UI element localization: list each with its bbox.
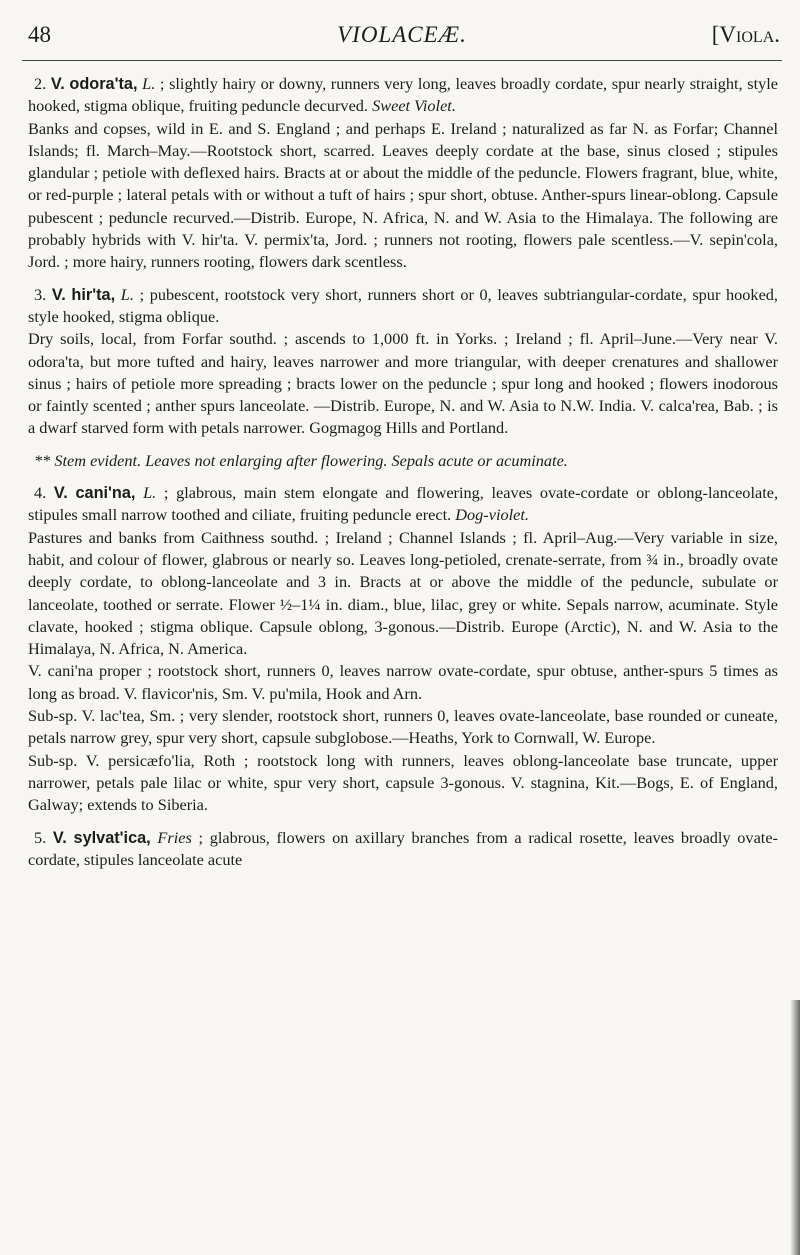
species-heading [28, 73, 778, 118]
page-edge-shadow [790, 1000, 800, 1255]
species-notes: Banks and copses, wild in E. and S. England ; and perhaps E. Ireland ; naturalized as far N. as Forfar; Channel Islands; fl. March–May.—Rootstock short, scarred. Leaves deeply cordate at the base, sinus closed ; stipules glandular ; petiole with deflexed hairs. Bracts at or about the middle of the peduncle. Flowers fragrant, blue, white, or red-purple ; lateral petals with or without a tuft of hairs ; spur short, obtuse. Anther-spurs linear-oblong. Capsule pubescent ; peduncle recurved.—Distrib. Europe, N. Africa, N. and W. Asia to the Himalaya. The following are probably hybrids with V. hir'ta. V. permix'ta, Jord. ; runners not rooting, flowers pale scentless.—V. sepin'cola, Jord. ; more hairy, runners rooting, flowers dark scentless. [28, 118, 778, 272]
species-description: ; glabrous, flowers on axillary branches from a radical rosette, leaves broadly ovate-cordate, stipules lanceolate acute [28, 827, 778, 869]
species-heading [28, 827, 778, 872]
species-author: L. [143, 483, 157, 503]
species-author: L. [120, 284, 134, 304]
species-number: 3. [34, 284, 47, 304]
book-page [22, 0, 782, 1255]
subspecies-note: V. cani'na proper ; rootstock short, runners 0, leaves narrow ovate-cordate, spur obtuse, anther-spurs 5 times as long as broad. V. flavicor'nis, Sm. V. pu'mila, Hook and Arn. [28, 661, 778, 703]
species-number: 4. [34, 483, 47, 503]
species-entry-canina [28, 482, 778, 816]
species-description: ; pubescent, rootstock very short, runners short or 0, leaves subtriangular-cordate, spur hooked, style hooked, stigma oblique. [28, 284, 779, 326]
species-heading [28, 284, 778, 329]
common-name: Sweet Violet. [372, 96, 456, 116]
species-entry-sylvatica [28, 827, 778, 872]
running-header [22, 8, 782, 61]
family-title: VIOLACEÆ. [337, 22, 467, 47]
species-description: ; slightly hairy or downy, runners very long, leaves broadly cordate, spur nearly straight, style hooked, stigma oblique, fruiting peduncle decurved. [28, 74, 779, 116]
species-heading [28, 482, 778, 527]
common-name: Dog-violet. [455, 505, 529, 525]
genus-abbr: V. [53, 484, 68, 503]
species-name: cani'na, [75, 484, 136, 503]
subspecies-note: Sub-sp. V. persicæfo'lia, Roth ; rootstock long with runners, leaves oblong-lanceolate base truncate, upper narrower, petals pale lilac or white, spur very short, capsule 3-gonous. V. stagnina, Kit.—Bogs, E. of England, Galway; extends to Siberia. [28, 750, 778, 815]
species-notes: Dry soils, local, from Forfar southd. ; ascends to 1,000 ft. in Yorks. ; Ireland ; fl. April–June.—Very near V. odora'ta, but more tufted and hairy, leaves narrower and more triangular, with deeper crenatures and shallower sinus ; hairs of petiole more spreading ; bracts lower on the peduncle ; spur long and hooked ; flowers inodorous or faintly scented ; anther spurs lanceolate. —Distrib. Europe, N. and W. Asia to N.W. India. V. calca'rea, Bab. ; is a dwarf starved form with petals narrower. Gogmagog Hills and Portland. [28, 329, 778, 438]
species-name: odora'ta, [69, 75, 138, 93]
species-number: 2. [34, 74, 47, 93]
species-description: ; glabrous, main stem elongate and flowering, leaves ovate-cordate or oblong-lanceolate, stipules small narrow toothed and ciliate, fruiting peduncle erect. [28, 483, 779, 525]
species-name: hir'ta, [71, 285, 116, 304]
genus-abbr: V. [50, 75, 65, 93]
species-entry-hirta [28, 284, 778, 440]
species-notes: Pastures and banks from Caithness southd. ; Ireland ; Channel Islands ; fl. April–Aug.—Very variable in size, habit, and colour of flower, glabrous or nearly so. Leaves long-petioled, crenate-serrate, from ¾ in., broadly ovate deeply cordate, to oblong-lanceolate and 3 in. Bracts at or above the middle of the peduncle, subulate or lanceolate, toothed or serrate. Flower ½–1¼ in. diam., blue, lilac, grey or white. Sepals narrow, acuminate. Style clavate, hooked ; stigma oblique. Capsule oblong, 3-gonous.—Distrib. Europe (Arctic), N. and W. Asia to the Himalaya, N. Africa, N. America. [28, 527, 778, 659]
species-entry-odorata [28, 73, 778, 274]
species-author: L. [142, 74, 156, 93]
species-name: sylvat'ica, [73, 828, 151, 847]
page-number: 48 [28, 22, 51, 47]
subspecies-note: Sub-sp. V. lac'tea, Sm. ; very slender, rootstock short, runners 0, leaves ovate-lanceolate, base rounded or cuneate, petals narrow grey, spur very short, capsule subglobose.—Heaths, York to Cornwall, W. Europe. [28, 706, 778, 748]
genus-abbr: V. [52, 828, 67, 847]
species-author: Fries [157, 827, 192, 847]
genus-abbr: V. [51, 285, 66, 304]
page-body [22, 61, 782, 871]
species-number: 5. [34, 827, 47, 847]
genus-header: [Viola. [711, 22, 780, 47]
subsection-heading: ** Stem evident. Leaves not enlarging after flowering. Sepals acute or acuminate. [34, 450, 568, 470]
